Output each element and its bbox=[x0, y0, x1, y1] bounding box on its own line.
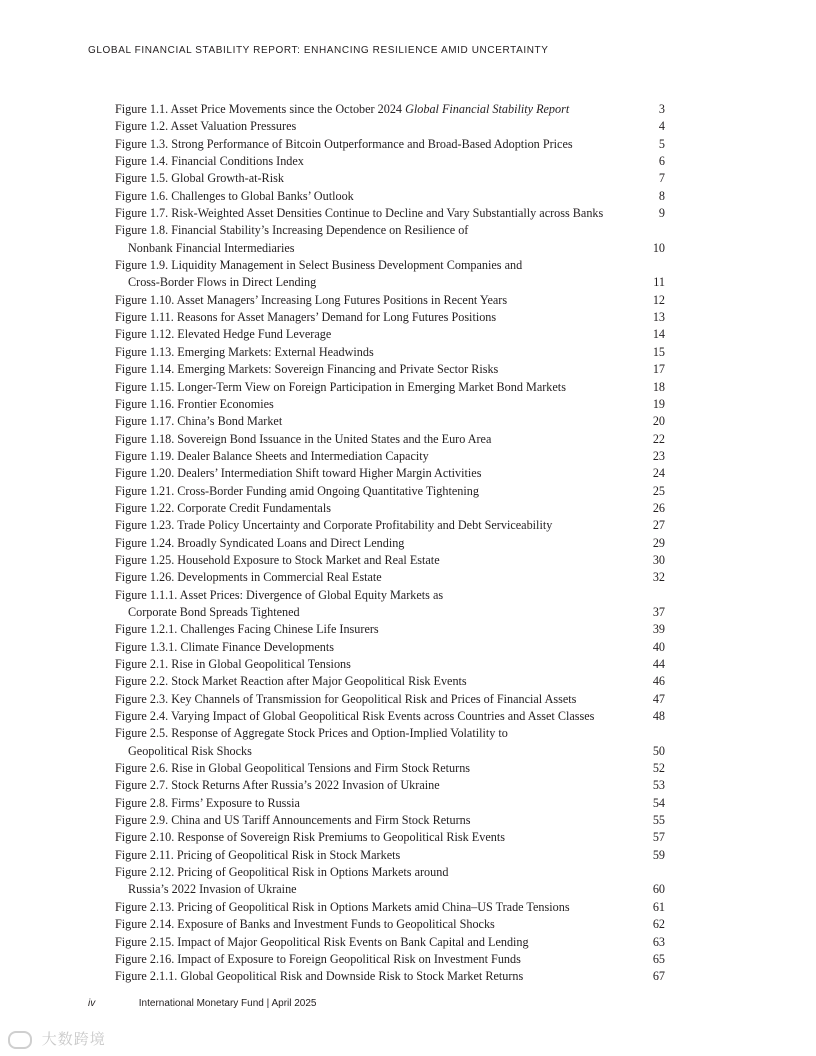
toc-entry-page: 40 bbox=[652, 639, 665, 654]
toc-entry[interactable] bbox=[115, 552, 665, 569]
toc-entry[interactable] bbox=[115, 968, 665, 985]
toc-entry-page: 17 bbox=[652, 362, 665, 377]
toc-entry[interactable] bbox=[115, 292, 665, 309]
toc-entry-page: 30 bbox=[652, 552, 665, 567]
toc-entry-title: Figure 2.14. Exposure of Banks and Investment Funds to Geopolitical Shocks bbox=[115, 917, 495, 932]
toc-entry-title: Figure 1.14. Emerging Markets: Sovereign Financing and Private Sector Risks bbox=[115, 362, 499, 377]
toc-entry-title: Figure 2.4. Varying Impact of Global Geopolitical Risk Events across Countries and Asset Classes bbox=[115, 709, 595, 724]
toc-entry-title: Figure 1.12. Elevated Hedge Fund Leverage bbox=[115, 327, 332, 342]
toc-entry-title: Figure 1.26. Developments in Commercial Real Estate bbox=[115, 570, 382, 585]
page-number: iv bbox=[88, 998, 96, 1009]
toc-entry-title: Figure 1.22. Corporate Credit Fundamentals bbox=[115, 500, 331, 515]
toc-entry-title-continuation: Russia’s 2022 Invasion of Ukraine bbox=[128, 882, 297, 897]
toc-entry-title: Figure 1.5. Global Growth-at-Risk bbox=[115, 171, 284, 186]
toc-entry-title: Figure 2.7. Stock Returns After Russia’s 2022 Invasion of Ukraine bbox=[115, 778, 440, 793]
toc-entry-title: Figure 2.2. Stock Market Reaction after Major Geopolitical Risk Events bbox=[115, 674, 467, 689]
toc-entry[interactable] bbox=[115, 153, 665, 170]
toc-entry-title: Figure 2.16. Impact of Exposure to Foreign Geopolitical Risk on Investment Funds bbox=[115, 951, 521, 966]
toc-entry-title: Figure 1.4. Financial Conditions Index bbox=[115, 154, 304, 169]
toc-entry-title: Figure 1.25. Household Exposure to Stock Market and Real Estate bbox=[115, 552, 440, 567]
toc-entry-page: 3 bbox=[658, 102, 665, 116]
toc-entry-page: 24 bbox=[652, 466, 665, 481]
toc-entry-title: Figure 2.1. Rise in Global Geopolitical Tensions bbox=[115, 657, 351, 671]
toc-entry-italic-title: Global Financial Stability Report bbox=[405, 102, 570, 116]
toc-entry-page: 23 bbox=[652, 448, 665, 463]
toc-entry-page: 11 bbox=[653, 275, 665, 290]
page-footer bbox=[88, 998, 317, 1009]
toc-entry-page: 44 bbox=[652, 657, 665, 671]
toc-entry[interactable] bbox=[115, 413, 665, 430]
toc-entry[interactable] bbox=[115, 829, 665, 846]
toc-entry[interactable] bbox=[115, 673, 665, 690]
toc-entry[interactable] bbox=[115, 708, 665, 725]
footer-source: International Monetary Fund | April 2025 bbox=[138, 998, 317, 1009]
toc-entry-page: 65 bbox=[652, 951, 665, 966]
toc-entry[interactable] bbox=[115, 639, 665, 656]
toc-entry-title: Figure 1.21. Cross-Border Funding amid Ongoing Quantitative Tightening bbox=[115, 483, 479, 498]
watermark-text: 大数跨境 bbox=[41, 1030, 106, 1048]
toc-entry-title: Figure 2.6. Rise in Global Geopolitical Tensions and Firm Stock Returns bbox=[115, 761, 471, 776]
toc-entry[interactable] bbox=[115, 500, 665, 517]
toc-entry-title-text: Figure 1.1. Asset Price Movements since the October 2024 bbox=[115, 102, 406, 116]
toc-entry-title: Figure 1.7. Risk-Weighted Asset Densities Continue to Decline and Vary Substantially across Banks bbox=[115, 206, 604, 221]
toc-entry[interactable] bbox=[115, 535, 665, 552]
toc-entry-page: 26 bbox=[652, 500, 665, 515]
toc-entry[interactable] bbox=[115, 205, 665, 222]
toc-entry-title: Figure 2.10. Response of Sovereign Risk Premiums to Geopolitical Risk Events bbox=[115, 830, 505, 845]
toc-entry-page: 9 bbox=[658, 206, 665, 221]
toc-entry-title: Figure 2.11. Pricing of Geopolitical Risk in Stock Markets bbox=[115, 847, 401, 862]
toc-entry-title-continuation: Geopolitical Risk Shocks bbox=[128, 743, 252, 758]
toc-entry[interactable] bbox=[115, 812, 665, 829]
toc-entry-page: 50 bbox=[652, 743, 665, 758]
toc-entry[interactable] bbox=[115, 361, 665, 378]
toc-entry[interactable] bbox=[115, 795, 665, 812]
toc-entry-page: 15 bbox=[652, 344, 665, 359]
toc-entry-title-continuation: Cross-Border Flows in Direct Lending bbox=[128, 275, 317, 290]
toc-entry[interactable] bbox=[115, 691, 665, 708]
toc-entry-page: 20 bbox=[652, 414, 665, 429]
toc-entry-page: 59 bbox=[652, 847, 665, 862]
toc-entry[interactable] bbox=[115, 899, 665, 916]
toc-entry-page: 5 bbox=[658, 136, 665, 151]
toc-entry-title: Figure 1.3. Strong Performance of Bitcoin Outperformance and Broad-Based Adoption Prices bbox=[115, 136, 573, 151]
toc-entry-page: 61 bbox=[652, 899, 665, 914]
toc-entry-title: Figure 2.8. Firms’ Exposure to Russia bbox=[115, 795, 300, 810]
toc-entry[interactable] bbox=[115, 777, 665, 794]
toc-entry[interactable] bbox=[115, 847, 665, 864]
toc-entry[interactable] bbox=[115, 951, 665, 968]
toc-entry-page: 4 bbox=[658, 119, 665, 134]
toc-entry[interactable] bbox=[115, 621, 665, 638]
toc-entry-page: 62 bbox=[652, 917, 665, 932]
toc-entry-page: 63 bbox=[652, 934, 665, 949]
toc-entry[interactable] bbox=[115, 656, 665, 673]
toc-entry-title: Figure 1.15. Longer-Term View on Foreign Participation in Emerging Market Bond Markets bbox=[115, 379, 566, 394]
toc-entry-title: Figure 2.3. Key Channels of Transmission for Geopolitical Risk and Prices of Financial Assets bbox=[115, 691, 577, 706]
toc-entry-page: 6 bbox=[658, 154, 665, 169]
toc-entry-page: 46 bbox=[652, 674, 665, 689]
toc-entry-title: Figure 1.19. Dealer Balance Sheets and Intermediation Capacity bbox=[115, 448, 429, 463]
toc-entry-title-continuation: Nonbank Financial Intermediaries bbox=[128, 240, 295, 255]
toc-entry-title: Figure 2.1.1. Global Geopolitical Risk and Downside Risk to Stock Market Returns bbox=[115, 969, 524, 984]
toc-entry[interactable] bbox=[115, 483, 665, 500]
toc-entry[interactable] bbox=[115, 118, 665, 135]
list-of-figures bbox=[115, 101, 665, 986]
toc-entry[interactable] bbox=[115, 517, 665, 534]
toc-entry-title: Figure 1.13. Emerging Markets: External Headwinds bbox=[115, 344, 374, 359]
toc-entry-title: Figure 2.5. Response of Aggregate Stock Prices and Option-Implied Volatility to bbox=[115, 726, 508, 741]
toc-entry[interactable] bbox=[115, 101, 665, 118]
toc-entry-title: Figure 1.20. Dealers’ Intermediation Shift toward Higher Margin Activities bbox=[115, 466, 482, 481]
toc-entry[interactable] bbox=[115, 170, 665, 187]
toc-entry[interactable] bbox=[115, 222, 665, 257]
watermark-logo-icon bbox=[8, 1031, 32, 1049]
toc-entry[interactable] bbox=[115, 344, 665, 361]
toc-entry[interactable] bbox=[115, 257, 665, 292]
toc-entry-page: 13 bbox=[652, 310, 665, 325]
toc-entry-page: 25 bbox=[652, 483, 665, 498]
toc-entry[interactable] bbox=[115, 326, 665, 343]
toc-entry-page: 47 bbox=[652, 691, 665, 706]
watermark bbox=[8, 1028, 106, 1049]
toc-entry-page: 54 bbox=[652, 795, 665, 810]
toc-entry[interactable] bbox=[115, 431, 665, 448]
toc-entry-title: Figure 1.1.1. Asset Prices: Divergence of Global Equity Markets as bbox=[115, 587, 444, 602]
toc-entry-page: 8 bbox=[658, 188, 665, 203]
toc-entry-page: 29 bbox=[652, 535, 665, 550]
toc-entry-page: 53 bbox=[652, 778, 665, 793]
toc-entry[interactable] bbox=[115, 396, 665, 413]
toc-entry-title: Figure 1.23. Trade Policy Uncertainty and Corporate Profitability and Debt Serviceability bbox=[115, 518, 553, 533]
toc-entry-page: 18 bbox=[652, 379, 665, 394]
toc-entry-title: Figure 1.2.1. Challenges Facing Chinese Life Insurers bbox=[115, 622, 379, 637]
toc-entry-title: Figure 1.6. Challenges to Global Banks’ Outlook bbox=[115, 188, 354, 203]
toc-entry-page: 10 bbox=[652, 240, 665, 255]
toc-entry[interactable] bbox=[115, 569, 665, 586]
toc-entry-page: 14 bbox=[652, 327, 665, 342]
toc-entry[interactable] bbox=[115, 465, 665, 482]
toc-entry-title: Figure 2.9. China and US Tariff Announcements and Firm Stock Returns bbox=[115, 813, 471, 828]
toc-entry-page: 39 bbox=[652, 622, 665, 637]
toc-entry[interactable] bbox=[115, 916, 665, 933]
toc-entry-page: 27 bbox=[652, 518, 665, 533]
toc-entry[interactable] bbox=[115, 725, 665, 760]
toc-entry-title: Figure 1.8. Financial Stability’s Increasing Dependence on Resilience of bbox=[115, 223, 469, 238]
toc-entry-title: Figure 1.24. Broadly Syndicated Loans and Direct Lending bbox=[115, 535, 405, 550]
toc-entry-page: 37 bbox=[652, 604, 665, 619]
toc-entry-page: 7 bbox=[658, 171, 665, 186]
toc-entry-title: Figure 1.16. Frontier Economies bbox=[115, 396, 274, 411]
toc-entry-page: 48 bbox=[652, 709, 665, 724]
toc-entry-page: 57 bbox=[652, 830, 665, 845]
toc-entry[interactable] bbox=[115, 864, 665, 899]
toc-entry-title-continuation: Corporate Bond Spreads Tightened bbox=[128, 604, 300, 619]
toc-entry-title: Figure 1.9. Liquidity Management in Select Business Development Companies and bbox=[115, 258, 523, 273]
toc-entry-page: 32 bbox=[652, 570, 665, 585]
toc-entry[interactable] bbox=[115, 309, 665, 326]
toc-entry-page: 19 bbox=[652, 396, 665, 411]
toc-entry-title: Figure 1.18. Sovereign Bond Issuance in the United States and the Euro Area bbox=[115, 431, 492, 446]
toc-entry[interactable] bbox=[115, 448, 665, 465]
toc-entry-page: 55 bbox=[652, 813, 665, 828]
toc-entry[interactable] bbox=[115, 760, 665, 777]
toc-entry-title bbox=[115, 101, 665, 118]
toc-entry-page: 12 bbox=[652, 292, 665, 307]
toc-entry-title: Figure 2.15. Impact of Major Geopolitical Risk Events on Bank Capital and Lending bbox=[115, 934, 529, 949]
running-header: GLOBAL FINANCIAL STABILITY REPORT: ENHANCING RESILIENCE AMID UNCERTAINTY bbox=[88, 45, 549, 56]
toc-entry-page: 52 bbox=[652, 761, 665, 776]
toc-entry[interactable] bbox=[115, 188, 665, 205]
toc-entry[interactable] bbox=[115, 587, 665, 622]
toc-entry-title: Figure 1.3.1. Climate Finance Developments bbox=[115, 639, 334, 654]
toc-entry-page: 22 bbox=[652, 431, 665, 446]
toc-entry[interactable] bbox=[115, 136, 665, 153]
toc-entry-page: 60 bbox=[652, 882, 665, 897]
toc-entry-title: Figure 1.2. Asset Valuation Pressures bbox=[115, 119, 297, 134]
toc-entry-title: Figure 1.10. Asset Managers’ Increasing Long Futures Positions in Recent Years bbox=[115, 292, 508, 307]
toc-entry-title: Figure 2.13. Pricing of Geopolitical Risk in Options Markets amid China–US Trade Tensions bbox=[115, 899, 570, 914]
toc-entry-title: Figure 1.17. China’s Bond Market bbox=[115, 414, 283, 429]
toc-entry-page: 67 bbox=[652, 969, 665, 984]
toc-entry-title: Figure 2.12. Pricing of Geopolitical Risk in Options Markets around bbox=[115, 865, 449, 880]
toc-entry[interactable] bbox=[115, 934, 665, 951]
toc-entry-title: Figure 1.11. Reasons for Asset Managers’ Demand for Long Futures Positions bbox=[115, 310, 497, 325]
toc-entry[interactable] bbox=[115, 379, 665, 396]
